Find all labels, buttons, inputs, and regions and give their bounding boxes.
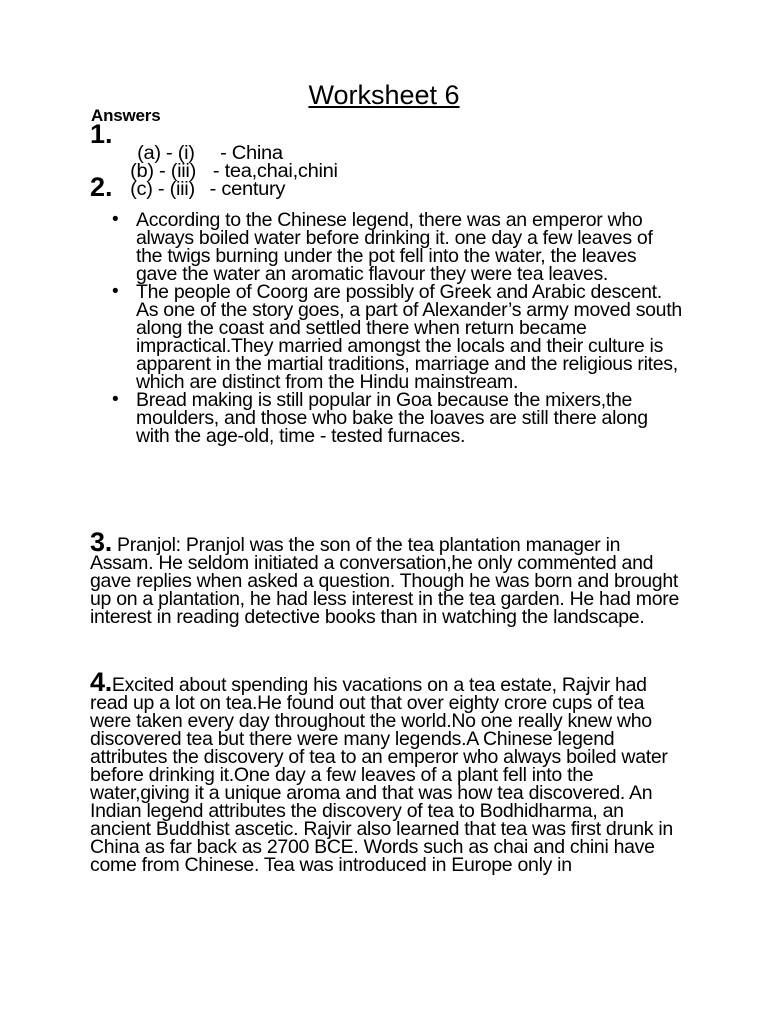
answer-1b-part: (b) - (iii) <box>130 161 196 182</box>
question-1-number: 1. <box>90 119 113 149</box>
answers-label: Answers <box>91 106 161 125</box>
question-3-number: 3. <box>90 527 112 557</box>
answer-3-text: Pranjol: Pranjol was the son of the tea plantation manager in Assam. He seldom initiated a conversation,he only commented and gave replies when asked a question. Though he was born and brought up on a plantation, he had less interest in the tea garden. He had more interest in reading detective books than in watching the landscape. <box>90 534 680 628</box>
answer-4-text: Excited about spending his vacations on a tea estate, Rajvir had read up a lot on tea.He found out that over eighty crore cups of tea were taken every day throughout the world.No one really knew who discovered tea but there were many legends.A Chinese legend attributes the discovery of tea to an emperor who always boiled water before drinking it.One day a few leaves of a plant fell into the water,giving it a unique aroma and that was how tea discovered. An Indian legend attributes the discovery of tea to Bodhidharma, an ancient Buddhist ascetic. Rajvir also learned that tea was first drunk in China as far back as 2700 BCE. Words such as chai and chini have come from Chinese. Tea was introduced in Europe only in <box>90 674 673 876</box>
answer-4-paragraph <box>90 667 682 876</box>
answer-1a-part: (a) - (i) <box>137 143 195 164</box>
list-item: • The people of Coorg are possibly of Greek and Arabic descent. As one of the story goes, a part of Alexander’s army moved south along the coast and settled there when return became impractical.They married amongst the locals and their culture is apparent in the martial traditions, marriage and the religious rites, which are distinct from the Hindu mainstream. <box>112 281 682 393</box>
answer-1b-value: - tea,chai,chini <box>212 161 338 182</box>
answer-1a-value: - China <box>220 143 283 164</box>
question-2-bullet-list <box>112 211 682 445</box>
bullet-dot-icon: • <box>112 209 119 230</box>
list-item: • Bread making is still popular in Goa because the mixers,the moulders, and those who bake the loaves are still there along with the age-old, time - tested furnaces. <box>112 389 648 447</box>
answer-1c-value: - century <box>209 179 286 200</box>
question-2-number: 2. <box>90 172 113 202</box>
question-4-number: 4. <box>90 667 112 697</box>
list-item: • According to the Chinese legend, there was an emperor who always boiled water before drinking it. one day a few leaves of the twigs burning under the pot fell into the water, the leaves gave the water an aromatic flavour they were tea leaves. <box>112 209 653 285</box>
answer-1c-part: (c) - (iii) <box>130 179 195 200</box>
answer-3-paragraph <box>90 527 682 628</box>
bullet-dot-icon: • <box>112 389 119 410</box>
page-title: Worksheet 6 <box>308 80 460 110</box>
bullet-dot-icon: • <box>112 281 119 302</box>
